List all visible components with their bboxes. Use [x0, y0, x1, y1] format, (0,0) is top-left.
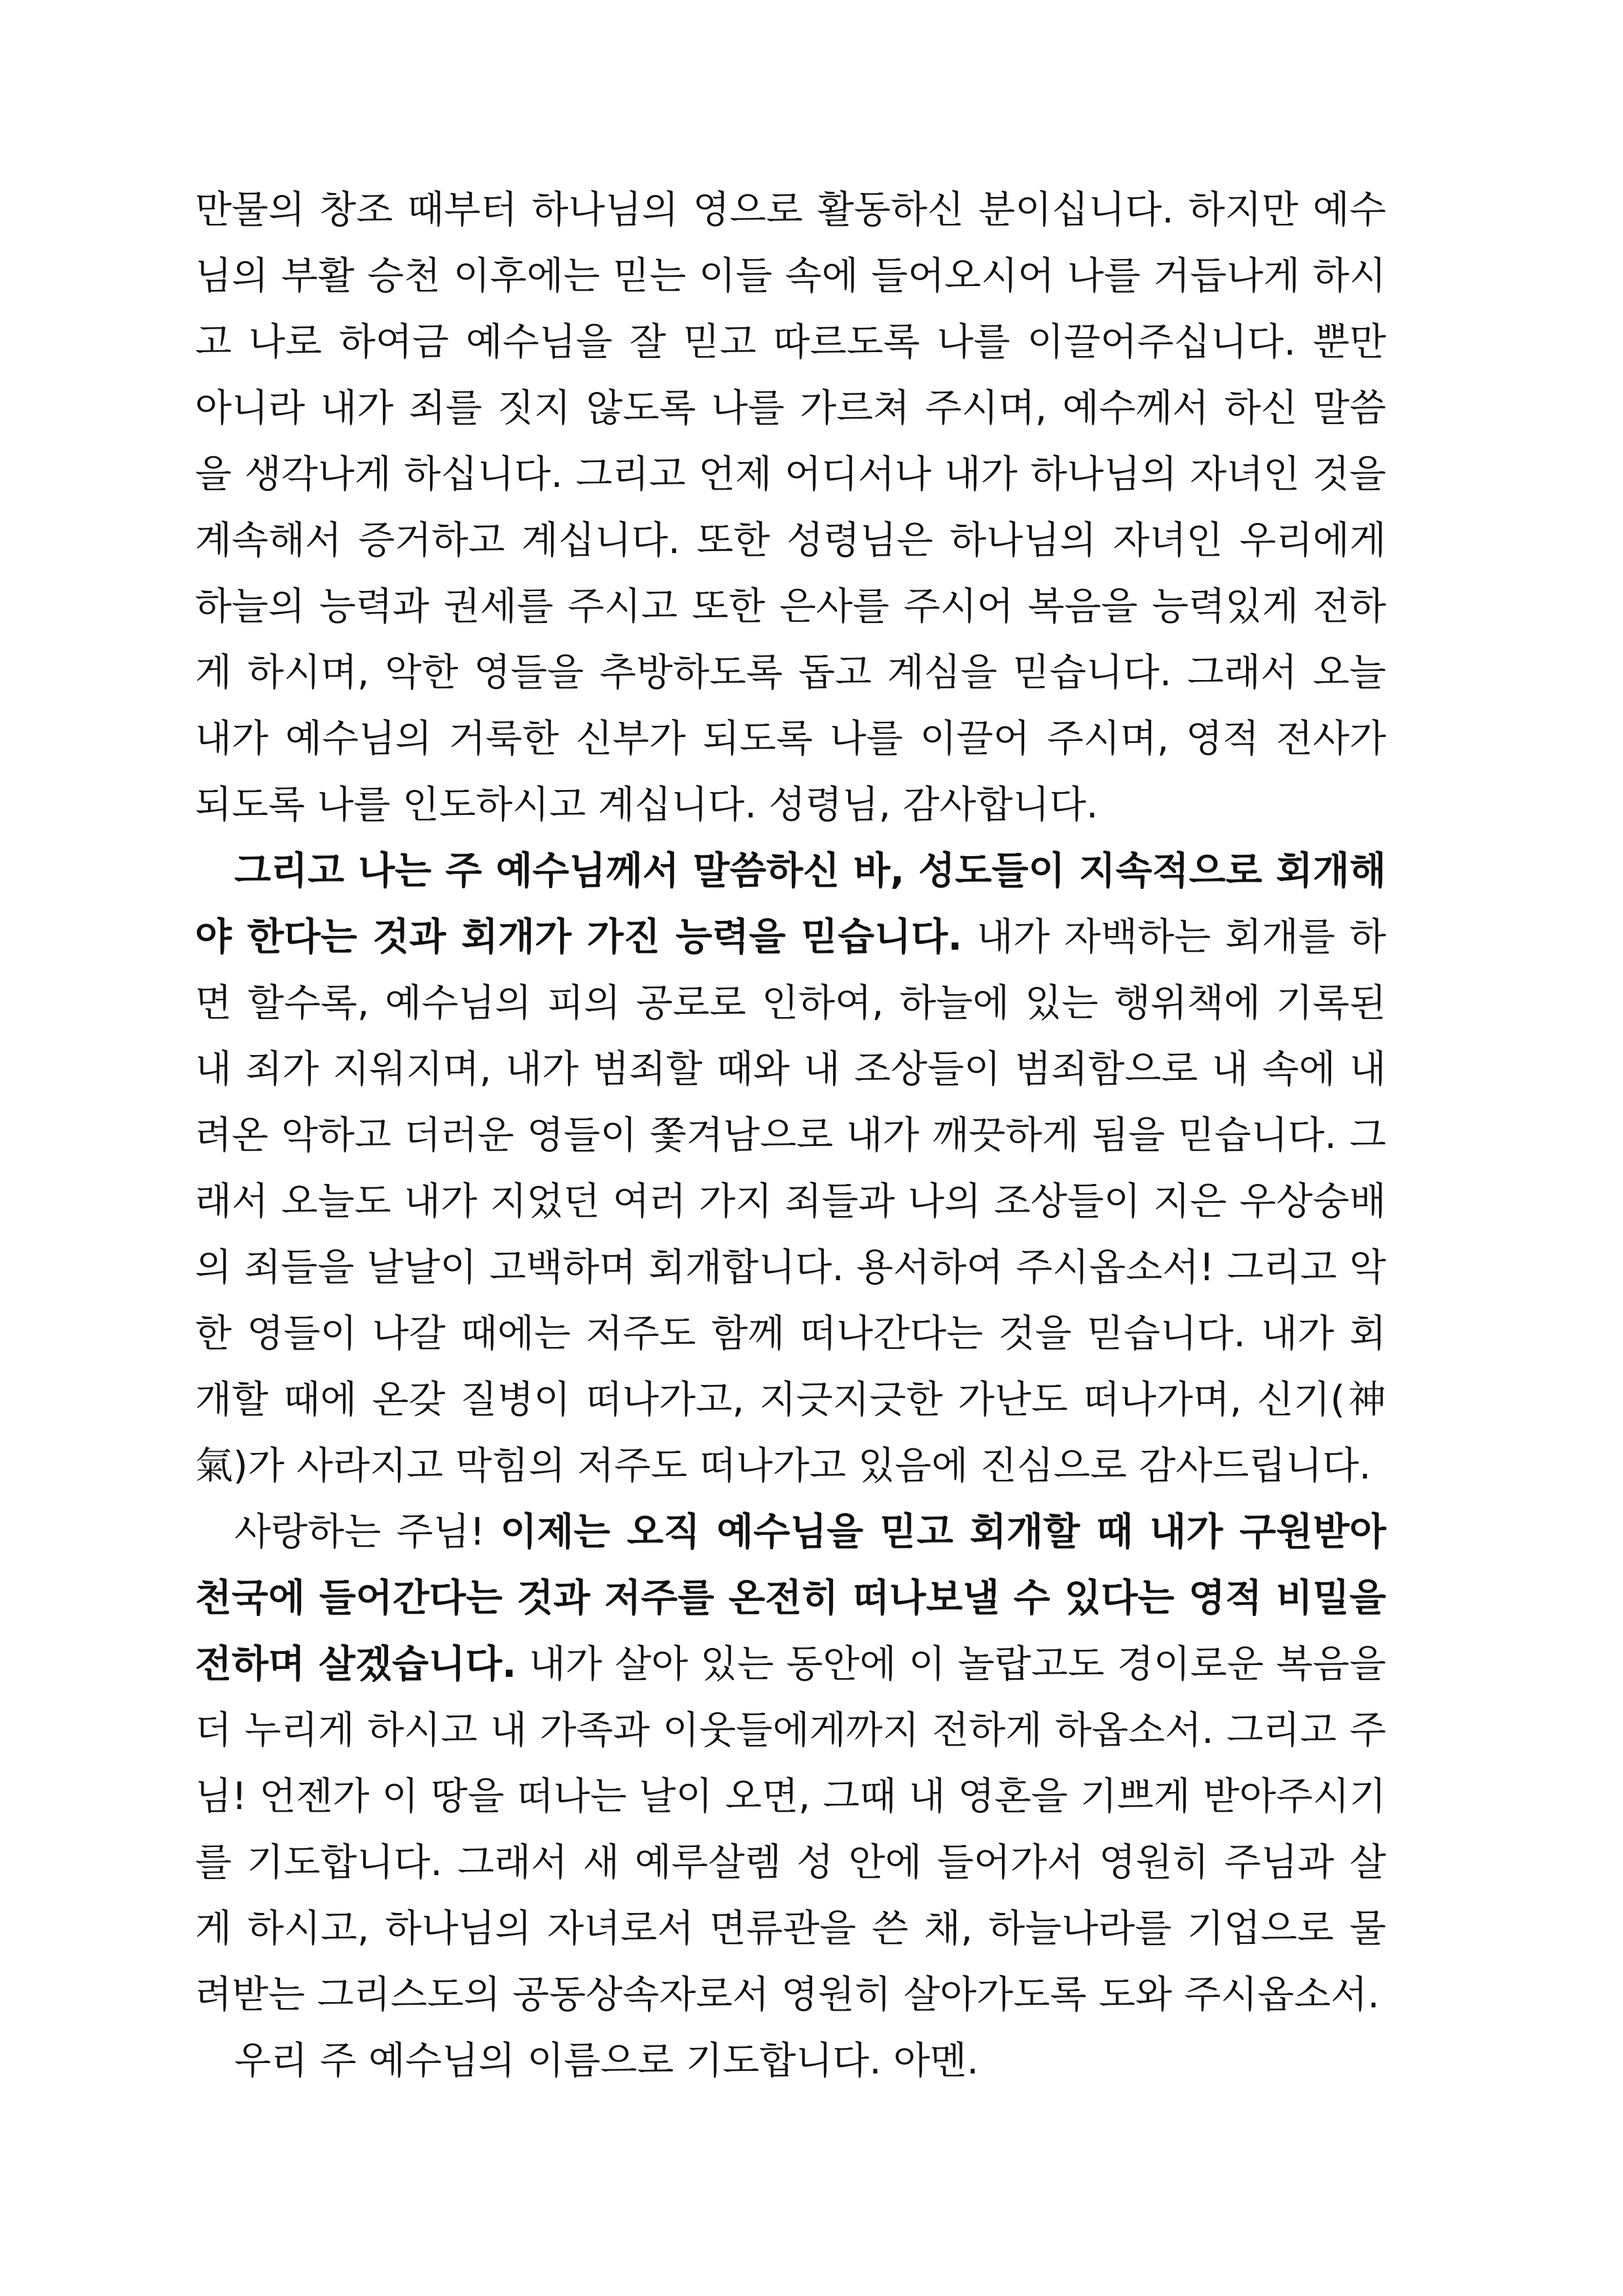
text-segment: 우리 주 예수님의 이름으로 기도합니다. 아멘. — [234, 2038, 979, 2083]
bold-text-segment: 이제는 오직 예수님을 믿고 회개할 때 내가 구원받아 천국에 들어간다는 것과 저주를 온전히 떠나보낼 수 있다는 영적 비밀을 전하며 살겠습니다. — [195, 1509, 1387, 1686]
text-segment: 만물의 창조 때부터 하나님의 영으로 활동하신 분이십니다. 하지만 예수님의 부활 승천 이후에는 믿는 이들 속에 들어오시어 나를 거듭나게 하시고 나로 하여금 예수님을 잘 믿고 따르도록 나를 이끌어주십니다. 뿐만 아니라 내가 죄를 짓지 않도록 나를 가르쳐 주시며, 예수께서 하신 말씀을 생각나게 하십니다. 그리고 언제 어디서나 내가 하나님의 자녀인 것을 계속해서 증거하고 계십니다. 또한 성령님은 하나님의 자녀인 우리에게 하늘의 능력과 권세를 주시고 또한 은사를 주시어 복음을 능력있게 전하게 하시며, 악한 영들을 추방하도록 돕고 계심을 믿습니다. 그래서 오늘 내가 예수님의 거룩한 신부가 되도록 나를 이끌어 주시며, 영적 전사가 되도록 나를 인도하시고 계십니다. 성령님, 감사합니다. — [195, 187, 1386, 827]
document-page — [195, 177, 1386, 2094]
text-segment: 내가 자백하는 회개를 하면 할수록, 예수님의 피의 공로로 인하여, 하늘에 있는 행위책에 기록된 내 죄가 지워지며, 내가 범죄할 때와 내 조상들이 범죄함으로 내 속에 내려온 악하고 더러운 영들이 쫓겨남으로 내가 깨끗하게 됨을 믿습니다. 그래서 오늘도 내가 지었던 여러 가지 죄들과 나의 조상들이 지은 우상숭배의 죄들을 날날이 고백하며 회개합니다. 용서하여 주시옵소서! 그리고 악한 영들이 나갈 때에는 저주도 함께 떠나간다는 것을 믿습니다. 내가 회개할 때에 온갖 질병이 떠나가고, 지긋지긋한 가난도 떠나가며, 신기(神氣)가 사라지고 막힘의 저주도 떠나가고 있음에 진심으로 감사드립니다. — [195, 914, 1386, 1488]
text-segment: 사랑하는 주님! — [234, 1509, 501, 1554]
text-segment: 내가 살아 있는 동안에 이 놀랍고도 경이로운 복음을 더 누리게 하시고 내 가족과 이웃들에게까지 전하게 하옵소서. 그리고 주님! 언젠가 이 땅을 떠나는 날이 오면, 그때 내 영혼을 기쁘게 받아주시기를 기도합니다. 그래서 새 예루살렘 성 안에 들어가서 영원히 주님과 살게 하시고, 하나님의 자녀로서 면류관을 쓴 채, 하늘나라를 기업으로 물려받는 그리스도의 공동상속자로서 영원히 살아가도록 도와 주시옵소서. — [195, 1641, 1386, 2017]
paragraph-4 — [195, 2028, 1386, 2094]
bold-text-segment: 그리고 나는 주 예수님께서 말씀하신 바, 성도들이 지속적으로 회개해야 한다는 것과 회개가 가진 능력을 믿습니다. — [195, 848, 1386, 959]
paragraph-1 — [195, 177, 1386, 838]
paragraph-2 — [195, 838, 1386, 1499]
paragraph-3 — [195, 1499, 1386, 2028]
